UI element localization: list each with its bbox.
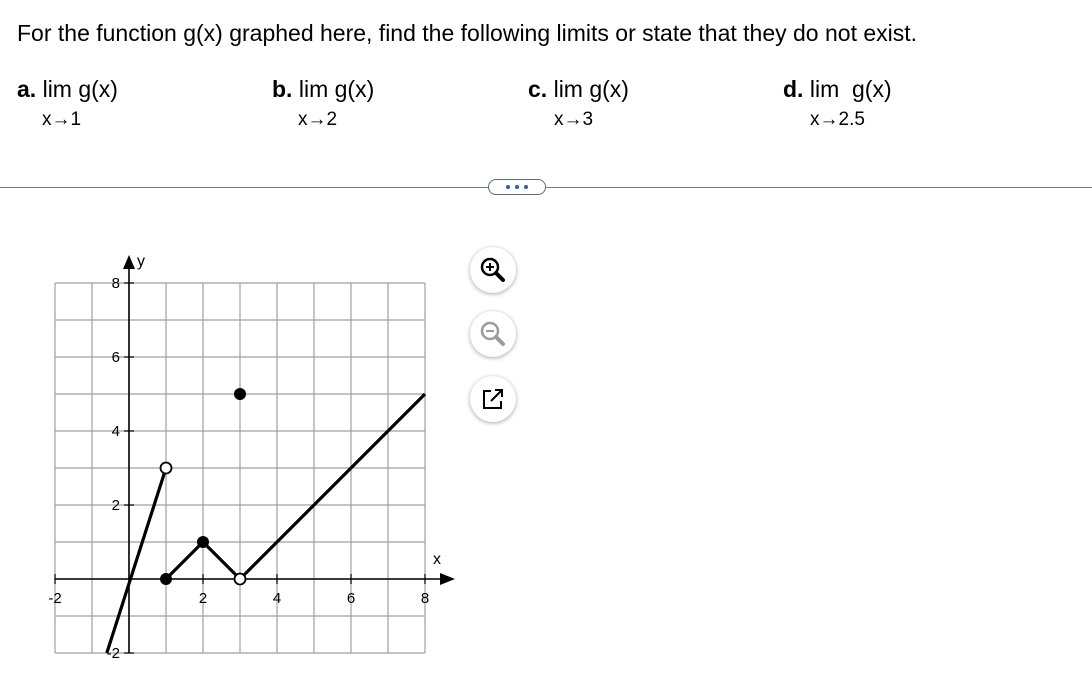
closed-point xyxy=(234,388,246,400)
y-tick-label: 2 xyxy=(111,497,120,514)
y-axis-label: y xyxy=(137,253,145,270)
external-link-icon xyxy=(479,385,507,413)
zoom-in-icon xyxy=(478,255,508,285)
part-letter: b. xyxy=(272,76,293,102)
x-tick-label: 4 xyxy=(272,590,282,607)
y-tick-label: 6 xyxy=(111,349,120,366)
ellipsis-icon xyxy=(506,185,528,189)
part-letter: c. xyxy=(528,76,548,102)
part-a xyxy=(17,75,118,131)
closed-point xyxy=(197,536,209,548)
y-tick-label: -2 xyxy=(106,645,120,662)
x-tick-label: 6 xyxy=(346,590,356,607)
part-letter: a. xyxy=(17,76,37,102)
limit-subscript: x→3 xyxy=(554,109,594,130)
part-d xyxy=(783,75,892,131)
x-tick-label: 2 xyxy=(198,590,208,607)
zoom-in-button[interactable] xyxy=(470,247,516,293)
open-point xyxy=(235,574,246,585)
open-point xyxy=(161,463,172,474)
x-tick-label: 8 xyxy=(420,590,430,607)
part-letter: d. xyxy=(783,76,804,102)
zoom-out-button[interactable] xyxy=(470,311,516,357)
curve-segment xyxy=(240,394,425,579)
x-axis-label: x xyxy=(433,551,441,568)
limit-expression: lim g(x) xyxy=(809,76,892,102)
graph xyxy=(0,245,470,670)
x-axis-arrow xyxy=(440,573,455,585)
curve-segment xyxy=(107,468,166,653)
limit-expression: lim g(x) xyxy=(298,76,375,102)
section-divider xyxy=(0,187,1092,188)
limit-subscript: x→2 xyxy=(298,109,338,130)
part-b xyxy=(272,75,374,131)
y-tick-label: 8 xyxy=(111,275,120,292)
part-c xyxy=(528,75,629,131)
popout-button[interactable] xyxy=(470,376,516,422)
limit-expression: lim g(x) xyxy=(553,76,629,102)
graph-svg xyxy=(0,245,470,670)
question-prompt: For the function g(x) graphed here, find the following limits or state that they do not exist. xyxy=(17,20,918,46)
limit-subscript: x→1 xyxy=(42,109,82,130)
zoom-out-icon xyxy=(478,319,508,349)
y-tick-label: 4 xyxy=(111,423,120,440)
limit-expression: lim g(x) xyxy=(42,76,118,102)
closed-point xyxy=(160,573,172,585)
more-button[interactable] xyxy=(488,179,546,195)
x-tick-label: -2 xyxy=(48,590,62,607)
limit-subscript: x→2.5 xyxy=(810,109,865,130)
y-axis-arrow xyxy=(123,255,135,269)
